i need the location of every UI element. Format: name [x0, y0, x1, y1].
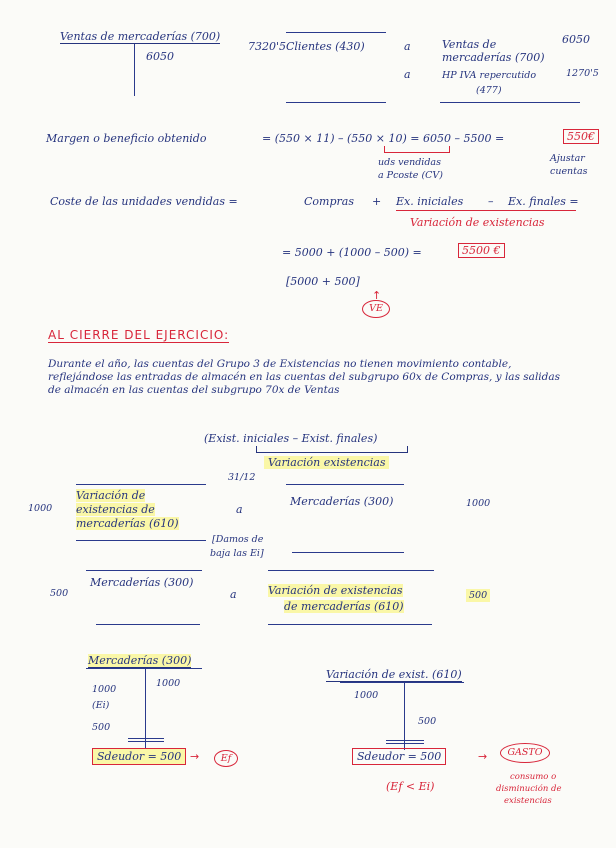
ventas-account-title: Ventas de mercaderías (700) — [60, 30, 221, 43]
clientes-account: Clientes (430) — [286, 40, 365, 53]
j2-line-left-bottom — [96, 624, 200, 625]
coste-plus: + — [372, 195, 382, 208]
j2-a: a — [230, 588, 237, 601]
coste-ex-finales: Ex. finales = — [508, 195, 579, 208]
amount-left: 7320'5 — [248, 40, 287, 53]
j1-debit-3: mercaderías (610) — [76, 517, 179, 530]
ventas-value: 6050 — [146, 50, 174, 63]
coste-variacion: Variación de existencias — [410, 216, 545, 229]
j2-line-right-bottom — [268, 624, 432, 625]
j1-right-amount: 1000 — [466, 498, 491, 509]
j2-line-right-top — [268, 570, 434, 571]
note-ajustar-2: cuentas — [550, 166, 588, 177]
coste-minus: – — [488, 195, 494, 208]
t3-consumo-2: disminución de — [496, 784, 562, 794]
t2-double-line-1 — [128, 738, 164, 739]
j1-left-amount: 1000 — [28, 503, 53, 514]
t2-debe-1: 1000 — [92, 684, 117, 695]
j2-left-amount: 500 — [50, 588, 69, 599]
iva-value: 1270'5 — [566, 68, 599, 79]
t2-debe-2: 500 — [92, 722, 111, 733]
cierre-formula: (Exist. iniciales – Exist. finales) — [204, 432, 378, 445]
j2-credit-1: Variación de existencias — [268, 584, 403, 597]
ve-arrow-icon: ↑ — [372, 289, 382, 302]
j1-note-1: [Damos de — [212, 534, 264, 545]
t3-saldo: Sdeudor = 500 — [352, 748, 446, 765]
ve-circle: VE — [362, 300, 390, 318]
j1-debit-1: Variación de — [76, 489, 146, 502]
t3-haber-1: 500 — [418, 716, 437, 727]
coste-bracket: [5000 + 500] — [286, 275, 360, 288]
t3-consumo-1: consumo o — [510, 772, 557, 782]
t2-ef: Ef — [214, 750, 238, 767]
j1-date: 31/12 — [228, 472, 256, 483]
t2-saldo: Sdeudor = 500 — [92, 748, 186, 765]
t2-horizontal — [86, 668, 202, 669]
note-uds-2: a Pcoste (CV) — [378, 170, 443, 181]
j1-line-right-top — [286, 484, 404, 485]
note-uds-1: uds vendidas — [378, 157, 441, 168]
j1-line-right-bottom — [292, 552, 404, 553]
j1-note-2: baja las Ei] — [210, 548, 264, 559]
j1-credit: Mercaderías (300) — [290, 495, 394, 508]
ventas-de: Ventas de — [442, 38, 497, 51]
t3-double-line-2 — [386, 743, 424, 744]
a-connector-2: a — [404, 68, 411, 81]
t3-consumo-3: existencias — [504, 796, 552, 806]
coste-calc: = 5000 + (1000 – 500) = — [282, 246, 422, 259]
ventas-right-value: 6050 — [562, 33, 590, 46]
journal-line-bottom-right — [440, 102, 580, 103]
t2-vertical — [145, 668, 146, 748]
t3-relation: (Ef < Ei) — [386, 780, 435, 793]
t2-haber-1: 1000 — [156, 678, 181, 689]
t-account-vertical — [134, 44, 135, 96]
formula-bracket — [256, 446, 408, 453]
uds-bracket — [384, 146, 450, 153]
iva-code: (477) — [476, 85, 502, 96]
t2-double-line-2 — [128, 741, 164, 742]
t3-double-line-1 — [386, 740, 424, 741]
a-connector-1: a — [404, 40, 411, 53]
hp-iva: HP IVA repercutido — [442, 70, 537, 81]
mercaderias-700: mercaderías (700) — [442, 51, 545, 64]
margen-label: Margen o beneficio obtenido — [46, 132, 207, 145]
cierre-title: AL CIERRE DEL EJERCICIO: — [48, 328, 230, 342]
t2-debe-1-note: (Ei) — [92, 700, 110, 711]
j2-credit-2: de mercaderías (610) — [284, 600, 404, 613]
coste-result: 5500 € — [458, 243, 505, 258]
margen-result: 550€ — [563, 129, 599, 144]
j1-a: a — [236, 503, 243, 516]
j2-debit: Mercaderías (300) — [90, 576, 194, 589]
journal-line-top — [286, 32, 386, 33]
t3-gasto: GASTO — [500, 743, 550, 763]
cierre-paragraph: Durante el año, las cuentas del Grupo 3 de Existencias no tienen movimiento contable, reflejándose las entradas de almacén en las cuentas del subgrupo 60x de Compras, y las salidas de almacén en las cuentas del subgrupo 70x de Ventas — [48, 358, 561, 396]
j2-right-amount: 500 — [466, 589, 490, 602]
j1-debit-2: existencias de — [76, 503, 155, 516]
t3-title: Variación de exist. (610) — [326, 668, 462, 681]
coste-compras: Compras — [304, 195, 354, 208]
t2-arrow-icon: → — [190, 750, 200, 763]
note-ajustar-1: Ajustar — [550, 153, 585, 164]
coste-label: Coste de las unidades vendidas = — [50, 195, 238, 208]
variacion-underline — [396, 209, 576, 211]
margen-equation: = (550 × 11) – (550 × 10) = 6050 – 5500 = — [262, 132, 505, 145]
j2-line-left-top — [86, 570, 202, 571]
j1-line-left-top — [76, 484, 206, 485]
t2-title: Mercaderías (300) — [88, 654, 192, 667]
t3-arrow-icon: → — [478, 750, 488, 763]
j1-line-left-bottom — [76, 540, 206, 541]
journal-line-bottom — [286, 102, 386, 103]
cierre-formula-sub: Variación existencias — [264, 456, 389, 469]
coste-ex-iniciales: Ex. iniciales — [396, 195, 464, 208]
t3-debe-1: 1000 — [354, 690, 379, 701]
t3-horizontal — [340, 682, 464, 683]
